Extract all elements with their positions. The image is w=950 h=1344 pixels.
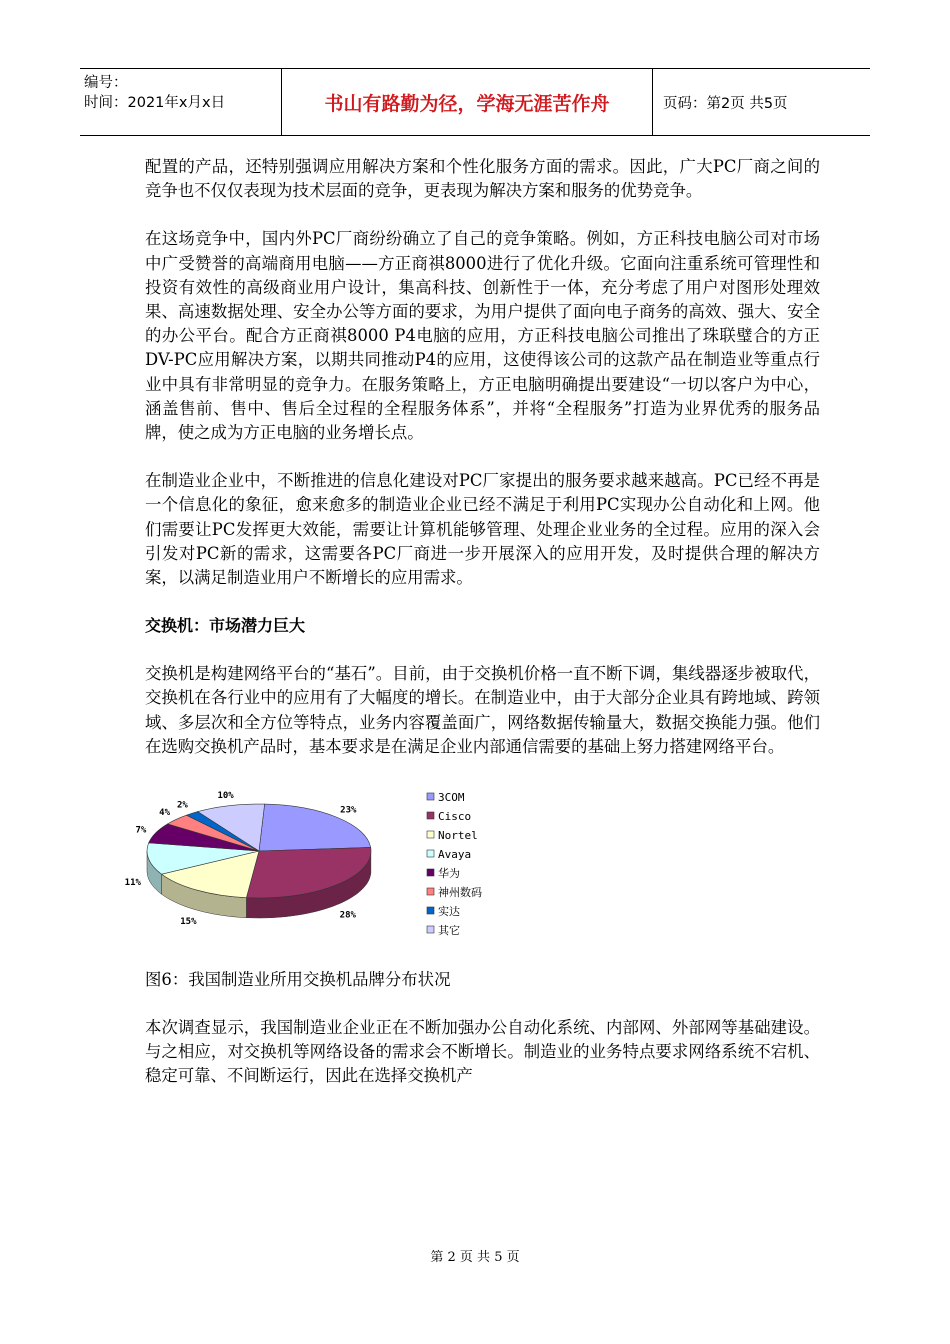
legend-swatch (427, 926, 434, 933)
legend-swatch (427, 831, 434, 838)
legend-label: 其它 (438, 924, 460, 938)
document-number-label: 编号： (84, 75, 128, 91)
legend-swatch (427, 907, 434, 914)
pie-legend (427, 791, 482, 937)
page-header (80, 68, 870, 136)
paragraph-3: 在制造业企业中，不断推进的信息化建设对PC厂家提出的服务要求越来越高。PC已经不再是一个信息化的象征，愈来愈多的制造业企业已经不满足于利用PC实现办公自动化和上网。他们需要让PC发挥更大效能，需要让计算机能够管理、处理企业业务的全过程。应用的深入会引发对PC新的需求，这需要各PC厂商进一步开展深入的应用开发，及时提供合理的解决方案，以满足制造业用户不断增长的应用需求。 (145, 471, 820, 588)
header-meta (80, 69, 282, 135)
page-footer: 第 2 页 共 5 页 (430, 1250, 520, 1265)
pie-value-label: 2% (176, 800, 188, 811)
legend-swatch (427, 850, 434, 857)
paragraph-4: 交换机是构建网络平台的“基石”。目前，由于交换机价格一直不断下调，集线器逐步被取代，交换机在各行业中的应用有了大幅度的增长。在制造业中，由于大部分企业具有跨地域、跨领域、多层次和全方位等特点，业务内容覆盖面广，网络数据传输量大，数据交换能力强。他们在选购交换机产品时，基本要求是在满足企业内部通信需要的基础上努力搭建网络平台。 (145, 664, 820, 756)
legend-swatch (427, 869, 434, 876)
legend-label: 神州数码 (438, 886, 482, 900)
section-title: 交换机：市场潜力巨大 (145, 616, 306, 636)
header-motto: 书山有路勤为径，学海无涯苦作舟 (282, 69, 653, 135)
pie-chart-svg (124, 783, 537, 948)
header-page-number: 页码：第2页 共5页 (663, 95, 788, 112)
paragraph-2: 在这场竞争中，国内外PC厂商纷纷确立了自己的竞争策略。例如，方正科技电脑公司对市场中广受赞誉的高端商用电脑——方正商祺8000进行了优化升级。它面向注重系统可管理性和投资有效性的高级商业用户设计，集高科技、创新性于一体，充分考虑了用户对图形处理效果、高速数据处理、安全办公等方面的要求，为用户提供了面向电子商务的高效、强大、安全的办公平台。配合方正商祺8000 P4电脑的应用，方正科技电脑公司推出了珠联璧合的方正DV-PC应用解决方案，以期共同推动P4的应用，这使得该公司的这款产品在制造业等重点行业中具有非常明显的竞争力。在服务策略上，方正电脑明确提出要建设“一切以客户为中心，涵盖售前、售中、售后全过程的全程服务体系”，并将“全程服务”打造为业界优秀的服务品牌，使之成为方正电脑的业务增长点。 (145, 229, 820, 443)
document-time-label: 时间：2021年x月x日 (84, 95, 226, 111)
legend-label: 实达 (438, 905, 460, 919)
pie-value-label: 23% (340, 805, 357, 816)
paragraph-5: 本次调查显示，我国制造业企业正在不断加强办公自动化系统、内部网、外部网等基础建设。与之相应，对交换机等网络设备的需求会不断增长。制造业的业务特点要求网络系统不宕机、稳定可靠、不间断运行，因此在选择交换机产 (145, 1018, 820, 1086)
legend-label: 3COM (438, 791, 465, 805)
pie-value-label: 28% (339, 910, 356, 921)
legend-label: 华为 (438, 867, 460, 881)
legend-swatch (427, 793, 434, 800)
pie-value-label: 10% (217, 791, 234, 802)
paragraph-1: 配置的产品，还特别强调应用解决方案和个性化服务方面的需求。因此，广大PC厂商之间的竞争也不仅仅表现为技术层面的竞争，更表现为解决方案和服务的优势竞争。 (145, 157, 820, 201)
legend-label: Nortel (438, 829, 478, 843)
legend-label: Cisco (438, 810, 472, 824)
pie-value-label: 4% (159, 808, 171, 819)
pie-value-label: 11% (124, 878, 141, 889)
pie-value-label: 15% (180, 917, 197, 928)
pie-value-label: 7% (135, 825, 147, 836)
switch-brand-pie-chart (124, 783, 537, 948)
legend-swatch (427, 888, 434, 895)
legend-swatch (427, 812, 434, 819)
document-body (124, 155, 820, 1113)
figure-caption: 图6：我国制造业所用交换机品牌分布状况 (145, 970, 451, 990)
legend-label: Avaya (438, 848, 472, 862)
